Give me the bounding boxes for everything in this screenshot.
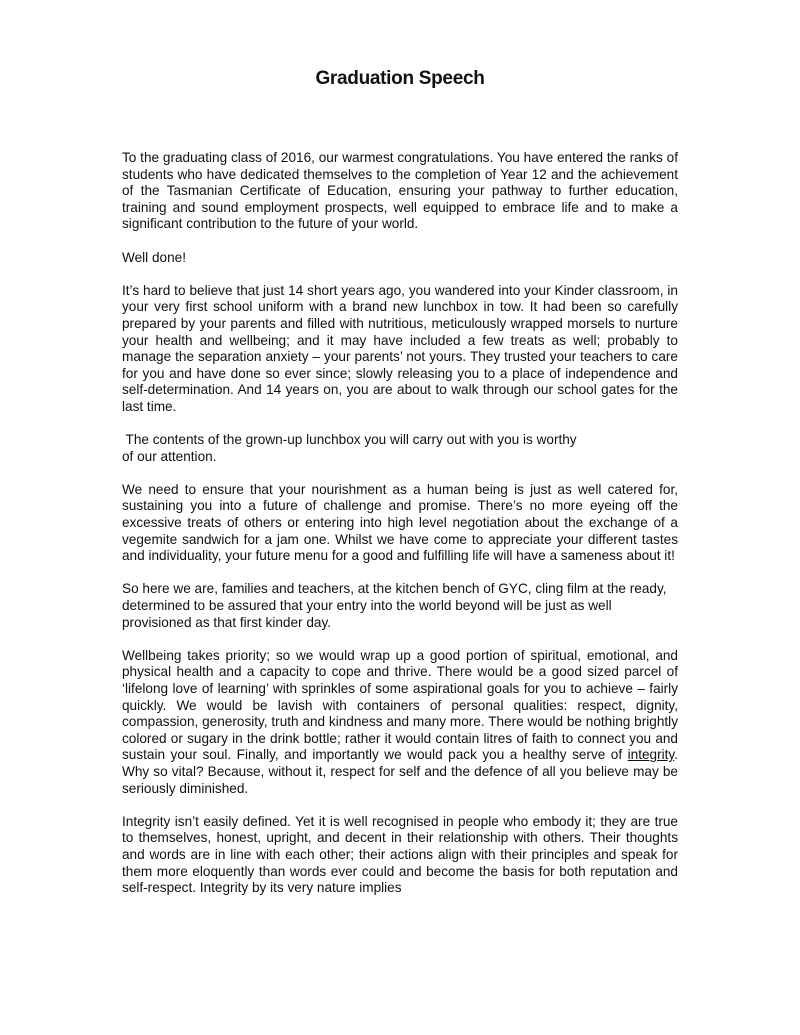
paragraph-wellbeing	[122, 648, 678, 797]
paragraph-line: of our attention.	[122, 448, 217, 464]
paragraph-integrity: Integrity isn’t easily defined. Yet it is well recognised in people who embody it; they are true to themselves, honest, upright, and decent in their relationship with others. Their thoughts and words are in line with each other; their actions align with their principles and speak for them more eloquently than words ever could and become the basis for both reputation and self-respect. Integrity by its very nature implies	[122, 813, 678, 896]
paragraph-kinder-memory: It’s hard to believe that just 14 short years ago, you wandered into your Kinder classroom, in your very first school uniform with a brand new lunchbox in tow. It had been so carefully prepared by your parents and filled with nutritious, meticulously wrapped morsels to nurture your health and wellbeing; and it may have included a few treats as well; probably to manage the separation anxiety – your parents’ not yours. They trusted your teachers to care for you and have done so ever since; slowly releasing you to a place of independence and self-determination. And 14 years on, you are about to walk through our school gates for the last time.	[122, 282, 678, 414]
paragraph-text: . Why so vital? Because, without it, respect for self and the defence of all you believe may be seriously diminished.	[122, 747, 678, 796]
paragraph-grown-up-lunchbox	[122, 432, 678, 465]
paragraph-congratulations: To the graduating class of 2016, our warmest congratulations. You have entered the ranks of students who have dedicated themselves to the completion of Year 12 and the achievement of the Tasmanian Certificate of Education, ensuring your pathway to further education, training and sound employment prospects, well equipped to embrace life and to make a significant contribution to the future of your world.	[122, 150, 678, 232]
paragraph-nourishment: We need to ensure that your nourishment as a human being is just as well catered for, sustaining you into a future of challenge and promise. There’s no more eyeing off the excessive treats of others or entering into high level negotiation about the exchange of a vegemite sandwich for a jam one. Whilst we have come to appreciate your different tastes and individuality, your future menu for a good and fulfilling life will have a sameness about it!	[122, 481, 678, 564]
paragraph-families-teachers: So here we are, families and teachers, at the kitchen bench of GYC, cling film at the ready, determined to be assured that your entry into the world beyond will be just as well provisioned as that first kinder day.	[122, 581, 667, 630]
paragraph-well-done: Well done!	[122, 249, 186, 265]
speech-body	[122, 150, 678, 913]
paragraph-line: The contents of the grown-up lunchbox you will carry out with you is worthy	[122, 432, 577, 448]
page-title: Graduation Speech	[315, 68, 485, 89]
paragraph-text: Wellbeing takes priority; so we would wrap up a good portion of spiritual, emotional, and physical health and a capacity to cope and thrive. There would be a good sized parcel of ‘lifelong love of learning’ with sprinkles of some aspirational goals for you to achieve – fairly quickly. We would be lavish with containers of personal qualities: respect, dignity, compassion, generosity, truth and kindness and many more. There would be nothing brightly colored or sugary in the drink bottle; rather it would contain litres of faith to connect you and sustain your soul. Finally, and importantly we would pack you a healthy serve of	[122, 647, 678, 763]
integrity-underlined-word: integrity	[627, 747, 675, 763]
